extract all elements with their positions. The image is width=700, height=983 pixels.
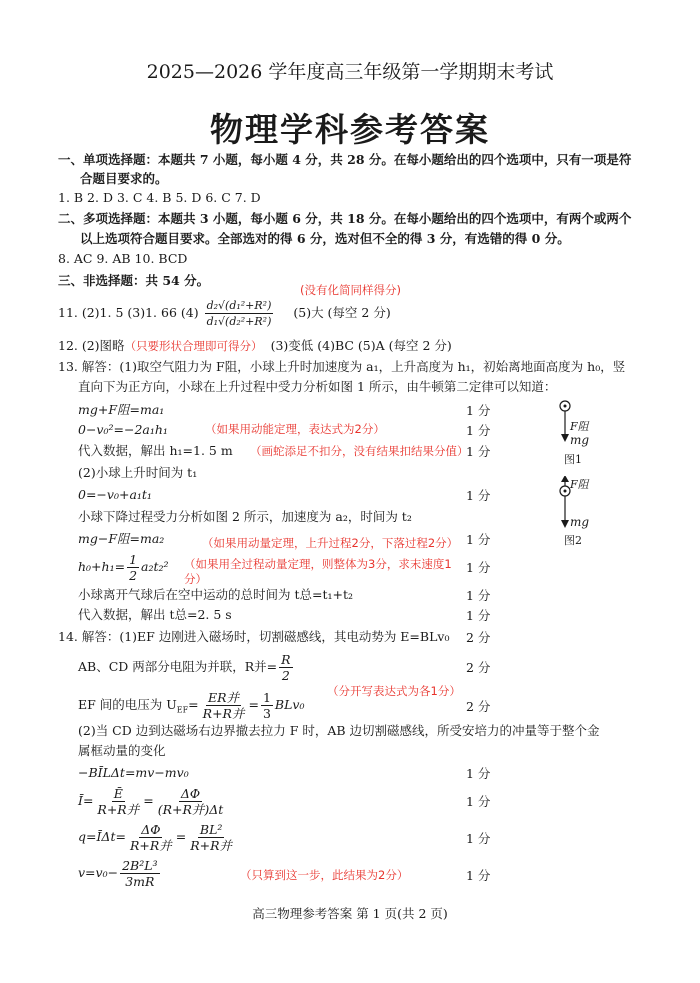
q13-eq1-points: 1 分 [466, 403, 491, 418]
fig1-ball-center [564, 405, 567, 408]
q14-line3-d2: 3 [262, 706, 271, 721]
q13-line1: 13. 解答：(1)取空气阻力为 F阻，小球上升时加速度为 a₁，上升高度为 h₁，初始离地面高度为 h₀，竖 [58, 359, 626, 374]
exam-title: 2025—2026 学年度高三年级第一学期期末考试 [146, 61, 554, 83]
q13-eq4: 0=−v₀+a₁t₁ [78, 487, 152, 502]
q14-eq3-frac2 [188, 822, 234, 853]
q13-line2: 直向下为正方向，小球在上升过程中受力分析如图 1 所示，由牛顿第二定律可以知道： [78, 379, 557, 394]
q14-line2-points: 2 分 [466, 660, 491, 675]
q14-eq1-points: 1 分 [466, 766, 491, 781]
q13-eq7: 代入数据，解出 t总=2. 5 s [78, 607, 232, 622]
q14-line3-post: BLv₀ [274, 697, 305, 712]
q13-eq6-num: 1 [129, 552, 138, 567]
fig1-arrow-head [561, 434, 569, 442]
q14-eq2-frac1 [95, 786, 141, 817]
q14-line2-text: AB、CD 两部分电阻为并联，R并= [78, 659, 278, 674]
q14-eq4 [78, 858, 162, 889]
q14-line2-num: R [281, 652, 291, 667]
section1-answers: 1. B 2. D 3. C 4. B 5. D 6. C 7. D [58, 190, 261, 205]
q13-eq3: 代入数据，解出 h₁=1. 5 m [78, 443, 233, 458]
q14-line3-n2: 1 [262, 690, 271, 705]
q13-eq1: mg+F阻=ma₁ [78, 402, 165, 417]
section3-heading: 三、非选择题：共 54 分。 [58, 273, 210, 288]
q14-eq2-frac2 [156, 786, 226, 817]
q14-eq3-d1: R+R并 [129, 838, 172, 853]
q14-eq3-n2: BL² [199, 822, 223, 837]
q13-line4: 小球离开气球后在空中运动的总时间为 t总=t₁+t₂ [78, 587, 354, 602]
section1-heading: 一、单项选择题：本题共 7 小题，每小题 4 分，共 28 分。在每小题给出的四个选项中，只有一项是符 [58, 152, 632, 167]
q14-eq3-frac1 [128, 822, 174, 853]
q12-prefix: 12. (2)图略 [58, 338, 125, 353]
q13-eq5-points: 1 分 [466, 532, 491, 547]
q14-line2 [78, 652, 295, 683]
q14-eq3-n1: ΔΦ [141, 822, 161, 837]
fig2-up-head [561, 476, 569, 482]
q13-line4-points: 1 分 [466, 588, 491, 603]
q14-eq3: q=ĪΔt= $\frac{\Delta\Phi}{\text{R+R并}}$ = $\frac{\text{BL²}}{\text{R+R并}}$ [78, 822, 233, 853]
q13-eq6 [78, 552, 169, 583]
q11-prefix: 11. (2)1. 5 (3)1. 66 (4) [58, 305, 199, 320]
q12-line [58, 337, 452, 355]
q14-line3-eq: = [188, 697, 199, 712]
q14-eq2-n2: ΔΦ [180, 786, 201, 801]
q14-eq3-points: 1 分 [466, 831, 491, 846]
q14-note4: （只算到这一步，此结果为2分） [240, 868, 409, 882]
q14-line4: (2)当 CD 边到达磁场右边界撤去拉力 F 时，AB 边切割磁感线，所受安培力的冲量等于整个金 [78, 723, 600, 738]
q13-eq7-points: 1 分 [466, 608, 491, 623]
section2-heading-cont: 以上选项符合题目要求。全部选对的得 6 分，选对但不全的得 3 分，有选错的得 0 分。 [80, 231, 570, 246]
q14-eq3-pre: q=ĪΔt= [78, 829, 126, 844]
q14-line5: 属框动量的变化 [78, 743, 166, 758]
q12-note: （只要形状合理即可得分） [124, 339, 263, 353]
fig2-caption: 图2 [564, 534, 582, 547]
q13-note6a: （如果用全过程动量定理，则整体为3分，求末速度1 [184, 557, 452, 571]
q11-fraction: $\frac{\text{d₂√(d₁²+R²)}}{\text{d₁√(d₂²+R²)}}$ [206, 299, 272, 328]
q14-line3-sub: EF [176, 705, 189, 715]
q13-eq6-den: 2 [129, 568, 138, 583]
q14-line3-points: 2 分 [466, 699, 491, 714]
fig1-mg-label: mg [570, 433, 590, 447]
page-footer: 高三物理参考答案 第 1 页(共 2 页) [252, 906, 448, 921]
fig1-caption: 图1 [564, 453, 582, 466]
q13-eq5: mg−F阻=ma₂ [78, 531, 165, 546]
q14-eq2-n1: Ē [113, 786, 123, 801]
q14-eq2: Ī= $\frac{Ē}{\text{R+R并}}$ = $\frac{\Delta\Phi}{\text{(R+R并)Δt}}$ [78, 786, 224, 817]
q14-eq4-num: 2B²L³ [122, 858, 158, 873]
q14-eq2-pre: Ī= [78, 793, 94, 808]
q13-eq6-half [127, 552, 139, 583]
q13-eq4-points: 1 分 [466, 488, 491, 503]
q13-eq2-points: 1 分 [466, 423, 491, 438]
fig2-down-head [561, 520, 569, 528]
q13-eq6-pre: h₀+h₁= [78, 559, 126, 574]
fig2-force-label: F阻 [570, 478, 589, 491]
q13-eq2: 0−v₀²=−2a₁h₁ [78, 422, 168, 437]
q14-eq4-pre: v=v₀− [78, 865, 119, 880]
q11-note: (没有化简同样得分) [300, 283, 401, 297]
fig1-force-label: F阻 [570, 420, 589, 433]
q14-line2-frac [279, 652, 292, 683]
q13-note2: （如果用动能定理，表达式为2分） [205, 422, 385, 436]
q14-eq4-den: 3mR [125, 874, 155, 889]
q14-line3-num: ER并 [208, 690, 240, 705]
q14-eq4-points: 1 分 [466, 868, 491, 883]
section2-heading: 二、多项选择题：本题共 3 小题，每小题 6 分，共 18 分。在每小题给出的四个选项中，有两个或两个 [58, 211, 632, 226]
q13-sub2: (2)小球上升时间为 t₁ [78, 465, 198, 480]
q11-line [58, 298, 391, 329]
q13-note5: （如果用动量定理，上升过程2分，下落过程2分） [202, 536, 459, 550]
fig2-mg-label: mg [570, 515, 590, 529]
q14-line3 [78, 690, 304, 721]
document-title: 物理学科参考答案 [210, 110, 490, 149]
q14-line2-den: 2 [281, 668, 290, 683]
q14-line3-den: R+R并 [202, 706, 245, 721]
q13-line3: 小球下降过程受力分析如图 2 所示，加速度为 a₂，时间为 t₂ [78, 509, 412, 524]
q14-note3: （分开写表达式为各1分） [327, 684, 461, 698]
q14-eq2-points: 1 分 [466, 794, 491, 809]
q13-eq6-points: 1 分 [466, 560, 491, 575]
q13-note6b: 分） [184, 572, 207, 586]
q14-line3-frac2 [261, 690, 273, 721]
q12-suffix: (3)变低 (4)BC (5)A (每空 2 分) [270, 338, 452, 353]
q13-eq6-post: a₂t₂² [141, 559, 169, 574]
q14-line3-mid: = [248, 697, 259, 712]
q14-eq1: −BĪLΔt=mv−mv₀ [78, 765, 189, 780]
fig2-ball-center [564, 490, 567, 493]
q13-eq3-points: 1 分 [466, 444, 491, 459]
q11-suffix: (5)大 (每空 2 分) [293, 305, 391, 320]
q13-note3: （画蛇添足不扣分，没有结果扣结果分值） [250, 444, 469, 458]
q14-eq4-frac [120, 858, 159, 889]
section1-heading-cont: 合题目要求的。 [80, 171, 168, 186]
q14-line3-frac1 [201, 690, 247, 721]
q14-eq2-d2: (R+R并)Δt [157, 802, 224, 817]
q14-eq2-d1: R+R并 [97, 802, 140, 817]
section2-answers: 8. AC 9. AB 10. BCD [58, 251, 188, 266]
q14-eq3-d2: R+R并 [190, 838, 233, 853]
q14-line1-points: 2 分 [466, 630, 491, 645]
q14-line1: 14. 解答：(1)EF 边刚进入磁场时，切割磁感线，其电动势为 E=BLv₀ [58, 629, 450, 644]
q14-line3-pre: EF 间的电压为 U [78, 697, 177, 712]
